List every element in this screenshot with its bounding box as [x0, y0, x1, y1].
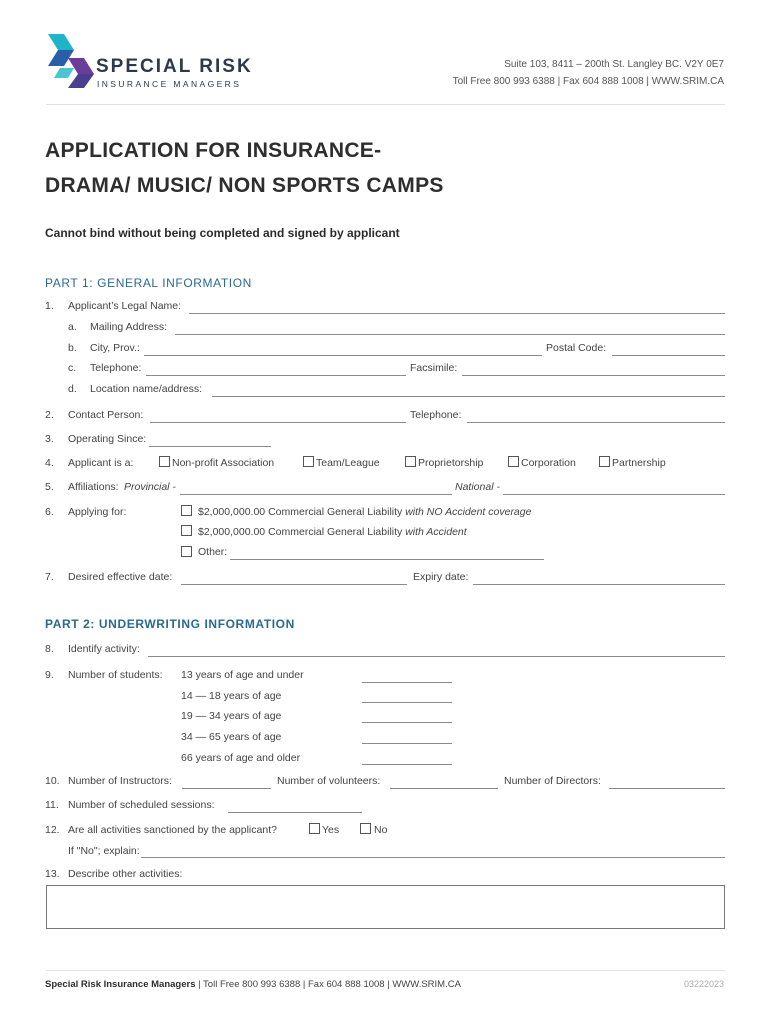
q11-number: 11. — [45, 799, 59, 811]
provincial-affiliation-field[interactable] — [180, 494, 452, 495]
instructors-field[interactable] — [182, 788, 271, 789]
students-19-34-field[interactable] — [362, 722, 452, 723]
q1c-letter: c. — [68, 362, 77, 374]
team-league-checkbox[interactable] — [303, 456, 314, 467]
nonprofit-checkbox[interactable] — [159, 456, 170, 467]
q1d-label: Location name/address: — [90, 383, 203, 395]
city-prov-field[interactable] — [144, 355, 542, 356]
students-34-65-field[interactable] — [362, 743, 452, 744]
q4-number: 4. — [45, 457, 54, 469]
q1c-label: Telephone: — [90, 362, 142, 374]
national-affiliation-field[interactable] — [503, 494, 725, 495]
explain-label: If "No"; explain: — [68, 845, 140, 857]
expiry-date-label: Expiry date: — [413, 571, 469, 583]
q5-number: 5. — [45, 481, 54, 493]
q11-label: Number of scheduled sessions: — [68, 799, 215, 811]
q10-label: Number of Instructors: — [68, 775, 172, 787]
form-title-line2: DRAMA/ MUSIC/ NON SPORTS CAMPS — [45, 174, 444, 197]
age-group-14-18: 14 — 18 years of age — [181, 690, 282, 702]
nonprofit-option-label: Non-profit Association — [172, 457, 275, 469]
proprietorship-option-label: Proprietorship — [418, 457, 484, 469]
footer-divider — [46, 970, 725, 971]
q12-number: 12. — [45, 824, 60, 836]
sanctioned-yes-label: Yes — [322, 824, 340, 836]
sanctioned-no-checkbox[interactable] — [360, 823, 371, 834]
effective-date-field[interactable] — [181, 584, 407, 585]
logo-subtitle: INSURANCE MANAGERS — [97, 79, 242, 89]
form-title-line1: APPLICATION FOR INSURANCE- — [45, 139, 382, 162]
students-14-18-field[interactable] — [362, 702, 452, 703]
q1a-label: Mailing Address: — [90, 321, 168, 333]
volunteers-field[interactable] — [390, 788, 498, 789]
q9-label: Number of students: — [68, 669, 163, 681]
q2-label: Contact Person: — [68, 409, 144, 421]
q7-number: 7. — [45, 571, 54, 583]
q13-number: 13. — [45, 868, 60, 880]
corporation-option-label: Corporation — [521, 457, 576, 469]
contact-telephone-field[interactable] — [467, 422, 725, 423]
q9-number: 9. — [45, 669, 54, 681]
cgl-accident-checkbox[interactable] — [181, 525, 192, 536]
q3-number: 3. — [45, 433, 54, 445]
volunteers-label: Number of volunteers: — [277, 775, 381, 787]
national-label: National - — [455, 481, 500, 493]
students-66-older-field[interactable] — [362, 764, 452, 765]
partnership-option-label: Partnership — [612, 457, 666, 469]
cgl-no-accident-label: $2,000,000.00 Commercial General Liability with NO Accident coverage — [198, 506, 532, 518]
postal-code-label: Postal Code: — [546, 342, 607, 354]
sessions-field[interactable] — [228, 812, 362, 813]
location-field[interactable] — [212, 396, 725, 397]
other-coverage-label: Other: — [198, 546, 228, 558]
age-group-13-under: 13 years of age and under — [181, 669, 304, 681]
q1b-letter: b. — [68, 342, 77, 354]
partnership-checkbox[interactable] — [599, 456, 610, 467]
age-group-19-34: 19 — 34 years of age — [181, 710, 282, 722]
explain-field[interactable] — [141, 857, 725, 858]
contact-person-field[interactable] — [150, 422, 406, 423]
team-league-option-label: Team/League — [316, 457, 380, 469]
company-contact: Toll Free 800 993 6388 | Fax 604 888 1008 | WWW.SRIM.CA — [452, 76, 724, 87]
sanctioned-yes-checkbox[interactable] — [309, 823, 320, 834]
other-activities-textarea[interactable] — [46, 885, 725, 929]
footer-text — [45, 979, 461, 990]
q1a-letter: a. — [68, 321, 77, 333]
q5-label: Affiliations: — [68, 481, 119, 493]
footer-company: Special Risk Insurance Managers — [45, 979, 196, 990]
cgl-no-accident-checkbox[interactable] — [181, 505, 192, 516]
q8-number: 8. — [45, 643, 54, 655]
header-divider — [46, 104, 725, 105]
directors-field[interactable] — [609, 788, 725, 789]
directors-label: Number of Directors: — [504, 775, 601, 787]
q6-label: Applying for: — [68, 506, 127, 518]
facsimile-label: Facsimile: — [410, 362, 458, 374]
company-address: Suite 103, 8411 – 200th St. Langley BC. V2Y 0E7 — [504, 59, 724, 70]
part2-heading: PART 2: UNDERWRITING INFORMATION — [45, 617, 295, 631]
footer-contact: | Toll Free 800 993 6388 | Fax 604 888 1008 | WWW.SRIM.CA — [195, 979, 461, 990]
proprietorship-checkbox[interactable] — [405, 456, 416, 467]
q4-label: Applicant is a: — [68, 457, 134, 469]
sanctioned-no-label: No — [374, 824, 388, 836]
q6-number: 6. — [45, 506, 54, 518]
logo-wordmark: SPECIAL RISK — [96, 56, 253, 77]
other-coverage-field[interactable] — [230, 559, 544, 560]
part1-heading: PART 1: GENERAL INFORMATION — [45, 276, 252, 290]
operating-since-field[interactable] — [149, 446, 271, 447]
form-code: 03222023 — [683, 979, 724, 989]
legal-name-field[interactable] — [189, 313, 725, 314]
q13-label: Describe other activities: — [68, 868, 183, 880]
q10-number: 10. — [45, 775, 60, 787]
corporation-checkbox[interactable] — [508, 456, 519, 467]
postal-code-field[interactable] — [612, 355, 725, 356]
students-13-under-field[interactable] — [362, 682, 452, 683]
contact-telephone-label: Telephone: — [410, 409, 462, 421]
telephone-field[interactable] — [146, 375, 406, 376]
facsimile-field[interactable] — [462, 375, 725, 376]
cgl-accident-label: $2,000,000.00 Commercial General Liability with Accident — [198, 526, 467, 538]
q2-number: 2. — [45, 409, 54, 421]
q1-label: Applicant’s Legal Name: — [68, 300, 182, 312]
q7-label: Desired effective date: — [68, 571, 173, 583]
form-subtitle: Cannot bind without being completed and signed by applicant — [45, 226, 400, 240]
q3-label: Operating Since: — [68, 433, 147, 445]
mailing-address-field[interactable] — [175, 334, 725, 335]
q8-label: Identify activity: — [68, 643, 140, 655]
provincial-label: Provincial - — [124, 481, 176, 493]
q1d-letter: d. — [68, 383, 77, 395]
expiry-date-field[interactable] — [473, 584, 725, 585]
activity-field[interactable] — [148, 656, 725, 657]
age-group-34-65: 34 — 65 years of age — [181, 731, 282, 743]
q1-number: 1. — [45, 300, 54, 312]
other-coverage-checkbox[interactable] — [181, 546, 192, 557]
q12-label: Are all activities sanctioned by the applicant? — [68, 824, 277, 836]
q1b-label: City, Prov.: — [90, 342, 140, 354]
age-group-66-older: 66 years of age and older — [181, 752, 301, 764]
